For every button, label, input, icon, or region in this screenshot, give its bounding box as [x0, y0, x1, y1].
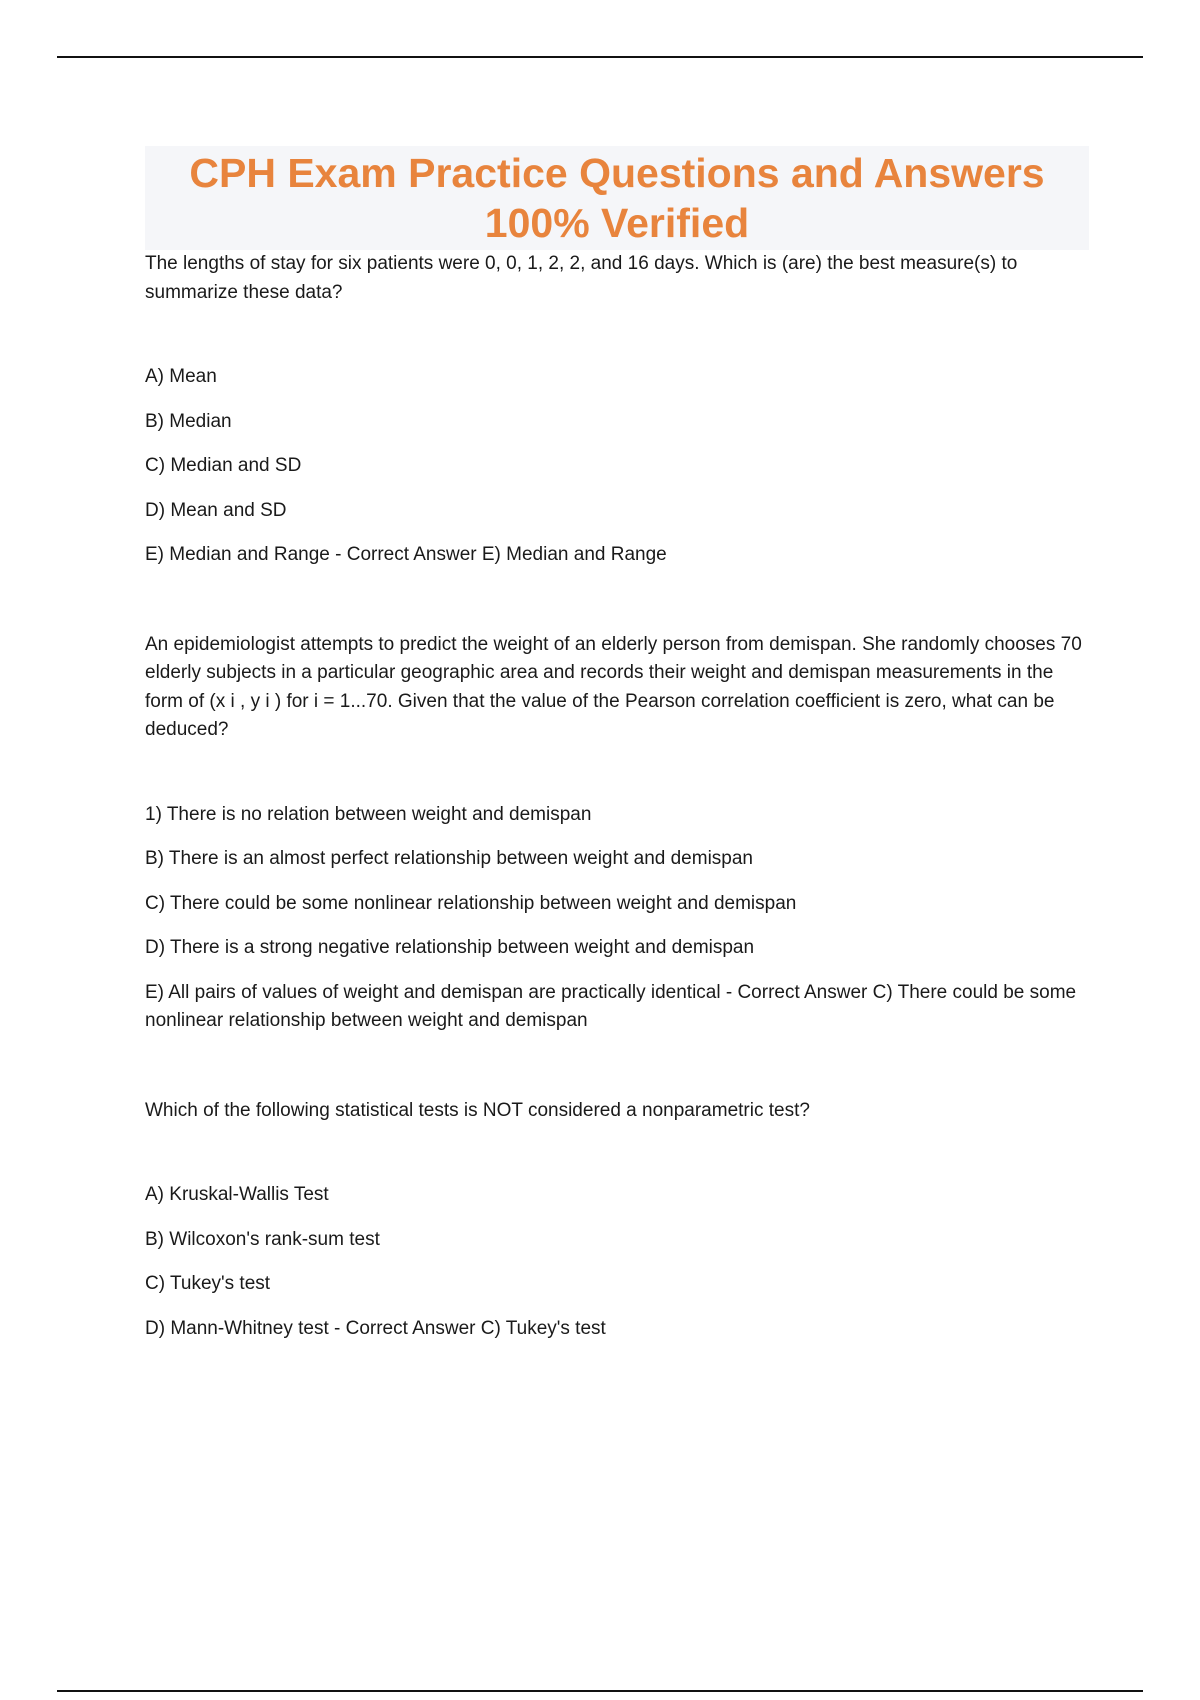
answer-option: C) Median and SD	[145, 455, 302, 476]
answer-option: E) Median and Range - Correct Answer E) Median and Range	[145, 544, 667, 565]
question-text: An epidemiologist attempts to predict the weight of an elderly person from demispan. She randomly chooses 70 elderly subjects in a particular geographic area and records their weight and demispan measurements in the form of (x i , y i ) for i = 1...70. Given that the value of the Pearson correlation coefficient is zero, what can be deduced?	[145, 633, 1082, 740]
title-banner	[145, 146, 1089, 250]
answer-option: C) There could be some nonlinear relationship between weight and demispan	[145, 892, 797, 914]
answer-option: E) All pairs of values of weight and demispan are practically identical - Correct Answer C) There could be some nonlinear relationship between weight and demispan	[145, 981, 1077, 1031]
answer-option: B) Wilcoxon's rank-sum test	[145, 1228, 380, 1250]
page-title-line-2: 100% Verified	[484, 200, 750, 246]
question-text: The lengths of stay for six patients were 0, 0, 1, 2, 2, and 16 days. Which is (are) the best measure(s) to summarize these data?	[145, 253, 1018, 303]
question-block-1	[145, 250, 1089, 570]
header-rule	[57, 56, 1143, 58]
answer-options	[145, 363, 1089, 570]
question-block-3	[145, 1097, 1089, 1344]
page-title-line-1: CPH Exam Practice Questions and Answers	[189, 150, 1045, 196]
answer-option: A) Kruskal-Wallis Test	[145, 1184, 329, 1205]
question-text: Which of the following statistical tests is NOT considered a nonparametric test?	[145, 1099, 810, 1121]
answer-option: B) There is an almost perfect relationship between weight and demispan	[145, 848, 753, 869]
question-block-2	[145, 631, 1089, 1036]
answer-option: D) Mann-Whitney test - Correct Answer C) Tukey's test	[145, 1317, 606, 1339]
answer-option: A) Mean	[145, 366, 217, 387]
answer-options	[145, 1181, 1089, 1343]
footer-rule	[57, 1690, 1143, 1692]
answer-option: B) Median	[145, 410, 232, 432]
answer-option: D) There is a strong negative relationship between weight and demispan	[145, 937, 755, 958]
answer-option: C) Tukey's test	[145, 1273, 271, 1294]
spacer	[145, 1052, 1089, 1097]
document-body	[145, 146, 1089, 1359]
answer-option: D) Mean and SD	[145, 499, 287, 521]
spacer	[145, 586, 1089, 631]
answer-options	[145, 801, 1089, 1036]
answer-option: 1) There is no relation between weight and demispan	[145, 803, 592, 825]
